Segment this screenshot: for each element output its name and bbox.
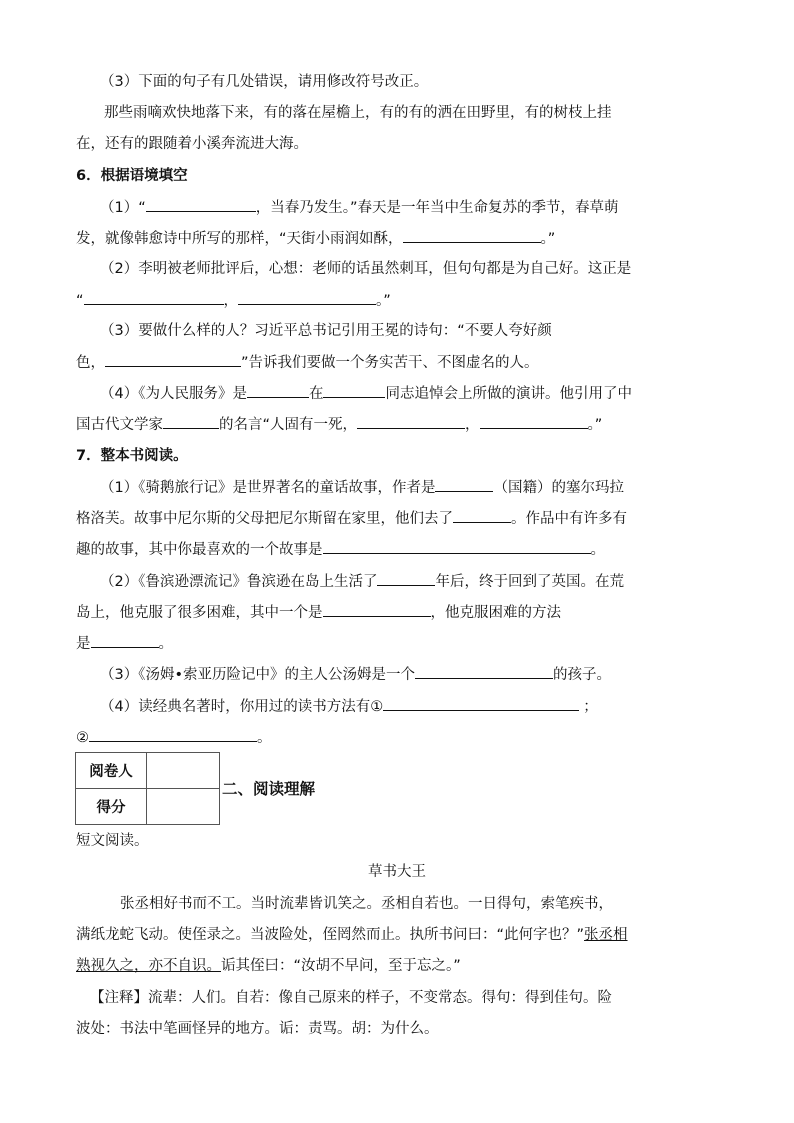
score-table <box>75 752 220 825</box>
reviewer-input-cell[interactable] <box>147 753 220 789</box>
answer-blank[interactable] <box>163 414 219 429</box>
q7-heading: 7．整本书阅读。 <box>76 448 188 464</box>
q6-text: 。” <box>540 231 556 247</box>
answer-blank[interactable] <box>146 197 256 212</box>
q6-text: ”告诉我们要做一个务实苦干、不图虚名的人。 <box>241 355 539 371</box>
q5-3-sentence-line2: 在，还有的跟随着小溪奔流进大海。 <box>76 136 308 152</box>
passage-text: 诟其侄曰：“汝胡不早问，至于忘之。” <box>221 958 461 974</box>
q6-item4-line1 <box>100 383 632 404</box>
score-input-cell[interactable] <box>147 789 220 825</box>
reviewer-label-cell <box>76 753 147 789</box>
q7-item2-line3 <box>76 633 173 654</box>
q7-item2-line2 <box>76 602 561 623</box>
q7-item4-line1 <box>100 696 598 717</box>
answer-blank[interactable] <box>323 383 385 398</box>
q6-text: 在 <box>308 386 324 402</box>
q6-text: 。” <box>376 293 391 309</box>
q7-text: 年后，终于回到了英国。在荒 <box>435 574 624 590</box>
section-intro: 短文阅读。 <box>76 833 149 849</box>
answer-blank[interactable] <box>89 727 257 742</box>
answer-blank[interactable] <box>105 352 241 367</box>
q5-3-sentence-line1: 那些雨嘀欢快地落下来，有的落在屋檐上，有的有的洒在田野里，有的树枝上挂 <box>104 105 612 121</box>
q7-text: 的孩子。 <box>553 667 612 683</box>
q6-item2-line1: （2）李明被老师批评后，心想：老师的话虽然刺耳，但句句都是为自己好。这正是 <box>100 261 632 277</box>
q7-text: ，他克服困难的方法 <box>430 605 561 621</box>
answer-blank[interactable] <box>383 696 579 711</box>
q6-heading: 6．根据语境填空 <box>76 168 188 184</box>
q7-text: 。 <box>257 730 272 746</box>
reviewer-label: 阅卷人 <box>89 764 133 780</box>
q7-text: 是 <box>76 636 91 652</box>
q7-text: 。 <box>590 542 605 558</box>
q7-item1-line3 <box>76 539 605 560</box>
underlined-sentence: 张丞相 <box>584 927 628 943</box>
q6-text: 的名言“人固有一死， <box>219 417 358 433</box>
answer-blank[interactable] <box>91 633 159 648</box>
q6-item3-line2 <box>76 352 539 373</box>
q6-item1-line1 <box>100 197 619 218</box>
q7-text: 趣的故事，其中你最喜欢的一个故事是 <box>76 542 323 558</box>
q7-item3 <box>100 664 611 685</box>
answer-blank[interactable] <box>415 664 553 679</box>
q7-text: 。作品中有许多有 <box>511 511 627 527</box>
answer-blank[interactable] <box>357 414 465 429</box>
q7-item1-line1 <box>100 477 624 498</box>
q7-item4-line2 <box>76 727 272 748</box>
q7-item1-line2 <box>76 508 627 529</box>
q6-text: 同志追悼会上所做的演讲。他引用了中 <box>385 386 632 402</box>
answer-blank[interactable] <box>377 571 435 586</box>
q7-text: 。 <box>158 636 173 652</box>
answer-blank[interactable] <box>84 290 224 305</box>
passage-line1: 张丞相好书而不工。当时流辈皆讥笑之。丞相自若也。一日得句，索笔疾书， <box>120 896 613 912</box>
underlined-sentence: 熟视久之，亦不自识。 <box>76 958 221 974</box>
q6-text: 发，就像韩愈诗中所写的那样，“天街小雨润如酥， <box>76 231 403 247</box>
q6-text: ，当春乃发生。”春天是一年当中生命复苏的季节，春草萌 <box>255 200 619 216</box>
q6-text: 。” <box>587 417 603 433</box>
q6-text: ， <box>223 293 239 309</box>
answer-blank[interactable] <box>435 477 493 492</box>
q6-item2-line2 <box>76 290 391 311</box>
q7-text: （3）《汤姆•索亚历险记中》的主人公汤姆是一个 <box>100 667 416 683</box>
answer-blank[interactable] <box>323 602 431 617</box>
score-label-cell <box>76 789 147 825</box>
answer-blank[interactable] <box>247 383 309 398</box>
q6-text: （4）《为人民服务》是 <box>100 386 247 402</box>
q7-item2-line1 <box>100 571 624 592</box>
notes-line1: 【注释】流辈：人们。自若：像自己原来的样子，不变常态。得句：得到佳句。险 <box>90 990 612 1006</box>
q5-3-instruction: （3）下面的句子有几处错误，请用修改符号改正。 <box>100 74 429 90</box>
score-label: 得分 <box>96 800 126 816</box>
q7-text: （1）《骑鹅旅行记》是世界著名的童话故事，作者是 <box>100 480 436 496</box>
q7-text: （4）读经典名著时，你用过的读书方法有 <box>100 699 371 715</box>
q6-item4-line2 <box>76 414 602 435</box>
q6-text: （1）“ <box>100 200 146 216</box>
q7-text: （2）《鲁滨逊漂流记》鲁滨逊在岛上生活了 <box>100 574 378 590</box>
q6-text: ， <box>465 417 480 433</box>
notes-line2: 波处：书法中笔画怪异的地方。诟：责骂。胡：为什么。 <box>76 1021 439 1037</box>
answer-blank[interactable] <box>403 228 541 243</box>
passage-line3 <box>76 956 461 976</box>
section-heading: 二、阅读理解 <box>222 780 316 798</box>
passage-text: 满纸龙蛇飞动。使侄录之。当波险处，侄罔然而止。执所书问曰：“此何字也？” <box>76 927 585 943</box>
q6-text: “ <box>76 293 84 309</box>
passage-title: 草书大王 <box>368 864 426 880</box>
answer-blank[interactable] <box>480 414 588 429</box>
q7-text: ； <box>583 699 598 715</box>
circled-number-2: ② <box>76 730 89 746</box>
q6-text: 色， <box>76 355 105 371</box>
answer-blank[interactable] <box>453 508 511 523</box>
q6-item3-line1: （3）要做什么样的人？习近平总书记引用王冕的诗句：“不要人夸好颜 <box>100 323 552 339</box>
q7-text: 格洛芙。故事中尼尔斯的父母把尼尔斯留在家里，他们去了 <box>76 511 453 527</box>
q7-text: （国籍）的塞尔玛拉 <box>493 480 624 496</box>
answer-blank[interactable] <box>238 290 376 305</box>
circled-number-1: ① <box>370 699 384 715</box>
passage-line2 <box>76 925 628 945</box>
q7-text: 岛上，他克服了很多困难，其中一个是 <box>76 605 323 621</box>
q6-item1-line2 <box>76 228 555 249</box>
answer-blank[interactable] <box>323 539 591 554</box>
q6-text: 国古代文学家 <box>76 417 163 433</box>
